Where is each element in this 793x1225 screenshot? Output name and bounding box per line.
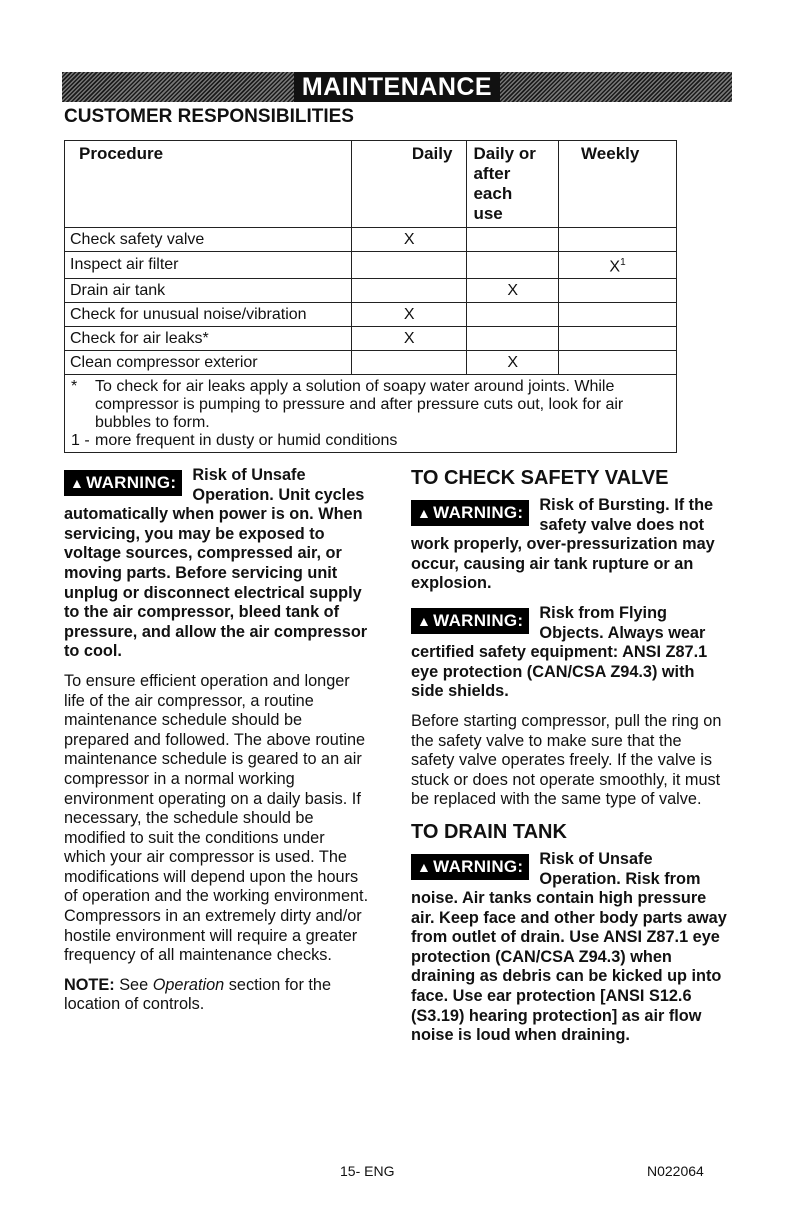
maintenance-schedule-table	[64, 140, 677, 453]
table-row	[65, 279, 677, 303]
note-pre: See	[119, 975, 149, 994]
col-daily: Daily	[351, 141, 467, 228]
note-text: To check for air leaks apply a solution of soapy water around joints. While compressor is pumping to pressure and after pressure cuts out, look for air bubbles to form.	[95, 378, 624, 432]
weekly-cell	[559, 279, 677, 303]
col-daily-after-use: Daily or after each use	[467, 141, 559, 228]
warning-text: Risk of Unsafe Operation. Unit cycles automatically when power is on. When servicing, you may be exposed to voltage sources, compressed air, or moving parts. Before servicing unit unplug or disconnect electrical supply to the air compressor, bleed tank of pressure, and allow the air compressor to cool.	[64, 466, 368, 661]
after-use-cell	[467, 327, 559, 351]
after-use-cell	[467, 228, 559, 252]
daily-cell: X	[351, 303, 467, 327]
procedure-cell: Inspect air filter	[65, 252, 352, 279]
daily-cell	[351, 279, 467, 303]
procedure-cell: Clean compressor exterior	[65, 351, 352, 375]
warning-triangle-icon: ▲	[417, 505, 432, 521]
table-notes-row	[65, 375, 677, 453]
right-column	[411, 466, 729, 1056]
table-header-row	[65, 141, 677, 228]
table-notes	[65, 375, 677, 453]
after-use-cell: X	[467, 351, 559, 375]
note-label: NOTE:	[64, 975, 115, 994]
daily-cell	[351, 351, 467, 375]
procedure-cell: Check for unusual noise/vibration	[65, 303, 352, 327]
warning-label: WARNING:	[433, 856, 524, 876]
section-title: CUSTOMER RESPONSIBILITIES	[64, 106, 354, 127]
warning-unsafe-operation	[64, 466, 370, 662]
after-use-cell: X	[467, 279, 559, 303]
col-weekly: Weekly	[559, 141, 677, 228]
warning-badge	[411, 854, 529, 880]
warning-text: Risk of Bursting. If the safety valve does not work properly, over-pressurization may occur, causing air tank rupture or an explosion.	[411, 496, 715, 593]
warning-bursting	[411, 496, 729, 594]
note-paragraph	[64, 976, 370, 1015]
footnote-ref: 1	[620, 257, 626, 268]
warning-label: WARNING:	[433, 610, 524, 630]
note-text: more frequent in dusty or humid conditions	[95, 432, 398, 450]
heading-safety-valve: TO CHECK SAFETY VALVE	[411, 467, 669, 489]
daily-cell: X	[351, 228, 467, 252]
warning-triangle-icon: ▲	[417, 858, 432, 875]
warning-label: WARNING:	[86, 473, 177, 492]
left-column	[64, 466, 370, 1025]
note-mark: 1 -	[71, 432, 90, 450]
procedure-cell: Check for air leaks*	[65, 327, 352, 351]
warning-triangle-icon: ▲	[70, 475, 85, 491]
maintenance-paragraph: To ensure efficient operation and longer life of the air compressor, a routine maintenance schedule should be prepared and followed. The above routine maintenance schedule is geared to an air compressor in a normal working environment operating on a daily basis. If necessary, the schedule should be modified to suit the conditions under which your air compressor is used. The modifications will depend upon the hours of operation and the working environment. Compressors in an extremely dirty and/or hostile environment will require a greater frequency of all maintenance checks.	[64, 671, 369, 965]
weekly-cell	[559, 303, 677, 327]
note-dusty	[71, 432, 670, 450]
table-row	[65, 303, 677, 327]
weekly-cell	[559, 351, 677, 375]
warning-badge	[411, 608, 529, 634]
warning-label: WARNING:	[433, 503, 524, 522]
banner-title: MAINTENANCE	[294, 72, 500, 102]
note-air-leaks	[71, 378, 670, 432]
after-use-cell	[467, 303, 559, 327]
maintenance-banner	[62, 72, 732, 102]
daily-cell	[351, 252, 467, 279]
warning-flying-objects	[411, 604, 729, 702]
after-use-cell	[467, 252, 559, 279]
safety-valve-paragraph: Before starting compressor, pull the ring on the safety valve to make sure that the safety valve operates freely. If the valve is stuck or does not operate smoothly, it must be replaced with the same type of valve.	[411, 711, 722, 809]
weekly-cell	[559, 252, 677, 279]
note-italic: Operation	[152, 975, 225, 994]
table-row	[65, 327, 677, 351]
warning-badge	[411, 500, 529, 526]
table-row	[65, 228, 677, 252]
document-code: N022064	[647, 1163, 704, 1179]
heading-drain-tank: TO DRAIN TANK	[411, 820, 567, 843]
page-number: 15- ENG	[340, 1163, 395, 1179]
table-row	[65, 252, 677, 279]
note-mark: *	[71, 378, 78, 396]
warning-badge	[64, 470, 182, 496]
weekly-cell	[559, 327, 677, 351]
warning-text: Risk of Unsafe Operation. Risk from noise. Air tanks contain high pressure air. Keep face and other body parts away from outlet of drain. Use ANSI Z87.1 eye protection (CAN/CSA Z94.3) when draining as debris can be kicked up into face. Use ear protection [ANSI S12.6 (S3.19) hearing protection] as air flow noise is loud when draining.	[411, 849, 727, 1045]
warning-triangle-icon: ▲	[417, 612, 432, 629]
weekly-mark: X	[609, 258, 621, 276]
col-procedure: Procedure	[65, 141, 352, 228]
warning-drain	[411, 850, 729, 1046]
daily-cell: X	[351, 327, 467, 351]
note-post: section for the location of controls.	[64, 975, 332, 1014]
warning-text: Risk from Flying Objects. Always wear certified safety equipment: ANSI Z87.1 eye protection (CAN/CSA Z94.3) with side shields.	[411, 603, 708, 701]
weekly-cell	[559, 228, 677, 252]
procedure-cell: Check safety valve	[65, 228, 352, 252]
table-row	[65, 351, 677, 375]
procedure-cell: Drain air tank	[65, 279, 352, 303]
